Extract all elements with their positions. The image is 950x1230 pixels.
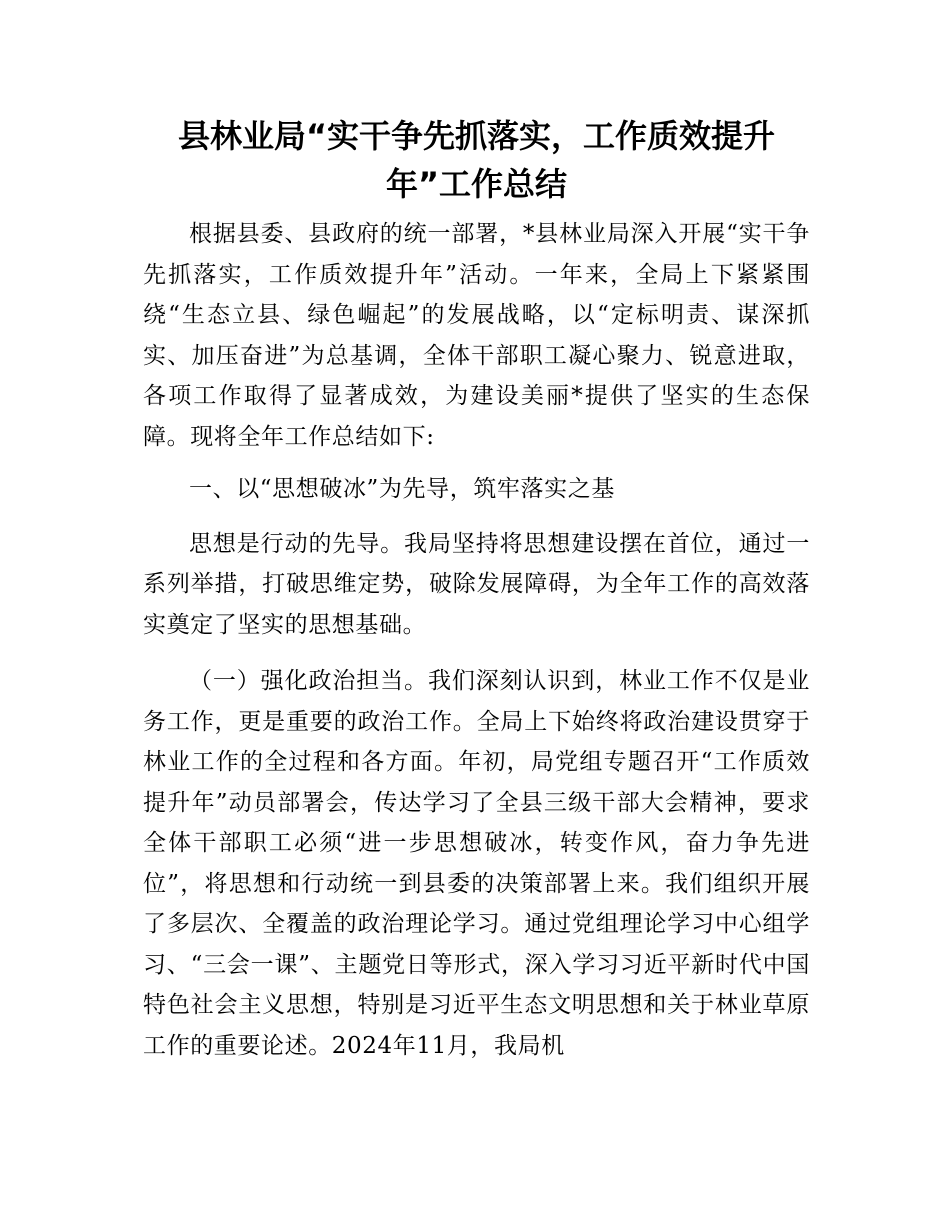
section-1-heading: 一、以“思想破冰”为先导，筑牢落实之基	[189, 476, 615, 502]
title-line-1: 县林业局“实干争先抓落实，工作质效提升	[177, 117, 776, 155]
document-page	[143, 112, 810, 1066]
title-line-2: 年”工作总结	[385, 165, 568, 203]
document-title	[143, 112, 810, 208]
intro-paragraph: 根据县委、县政府的统一部署，*县林业局深入开展“实干争先抓落实，工作质效提升年”活动。一年来，全局上下紧紧围绕“生态立县、绿色崛起”的发展战略，以“定标明责、谋深抓实、加压奋进”为总基调，全体干部职工凝心聚力、锐意进取，各项工作取得了显著成效，为建设美丽*提供了坚实的生态保障。现将全年工作总结如下:	[143, 221, 810, 450]
subsection-1-paragraph: （一）强化政治担当。我们深刻认识到，林业工作不仅是业务工作，更是重要的政治工作。全局上下始终将政治建设贯穿于林业工作的全过程和各方面。年初，局党组专题召开“工作质效提升年”动员部署会，传达学习了全县三级干部大会精神，要求全体干部职工必须“进一步思想破冰，转变作风，奋力争先进位”，将思想和行动统一到县委的决策部署上来。我们组织开展了多层次、全覆盖的政治理论学习。通过党组理论学习中心组学习、“三会一课”、主题党日等形式，深入学习习近平新时代中国特色社会主义思想，特别是习近平生态文明思想和关于林业草原工作的重要论述。2024年11月，我局机	[143, 668, 810, 1059]
section-1-paragraph: 思想是行动的先导。我局坚持将思想建设摆在首位，通过一系列举措，打破思维定势，破除发展障碍，为全年工作的高效落实奠定了坚实的思想基础。	[143, 530, 810, 638]
